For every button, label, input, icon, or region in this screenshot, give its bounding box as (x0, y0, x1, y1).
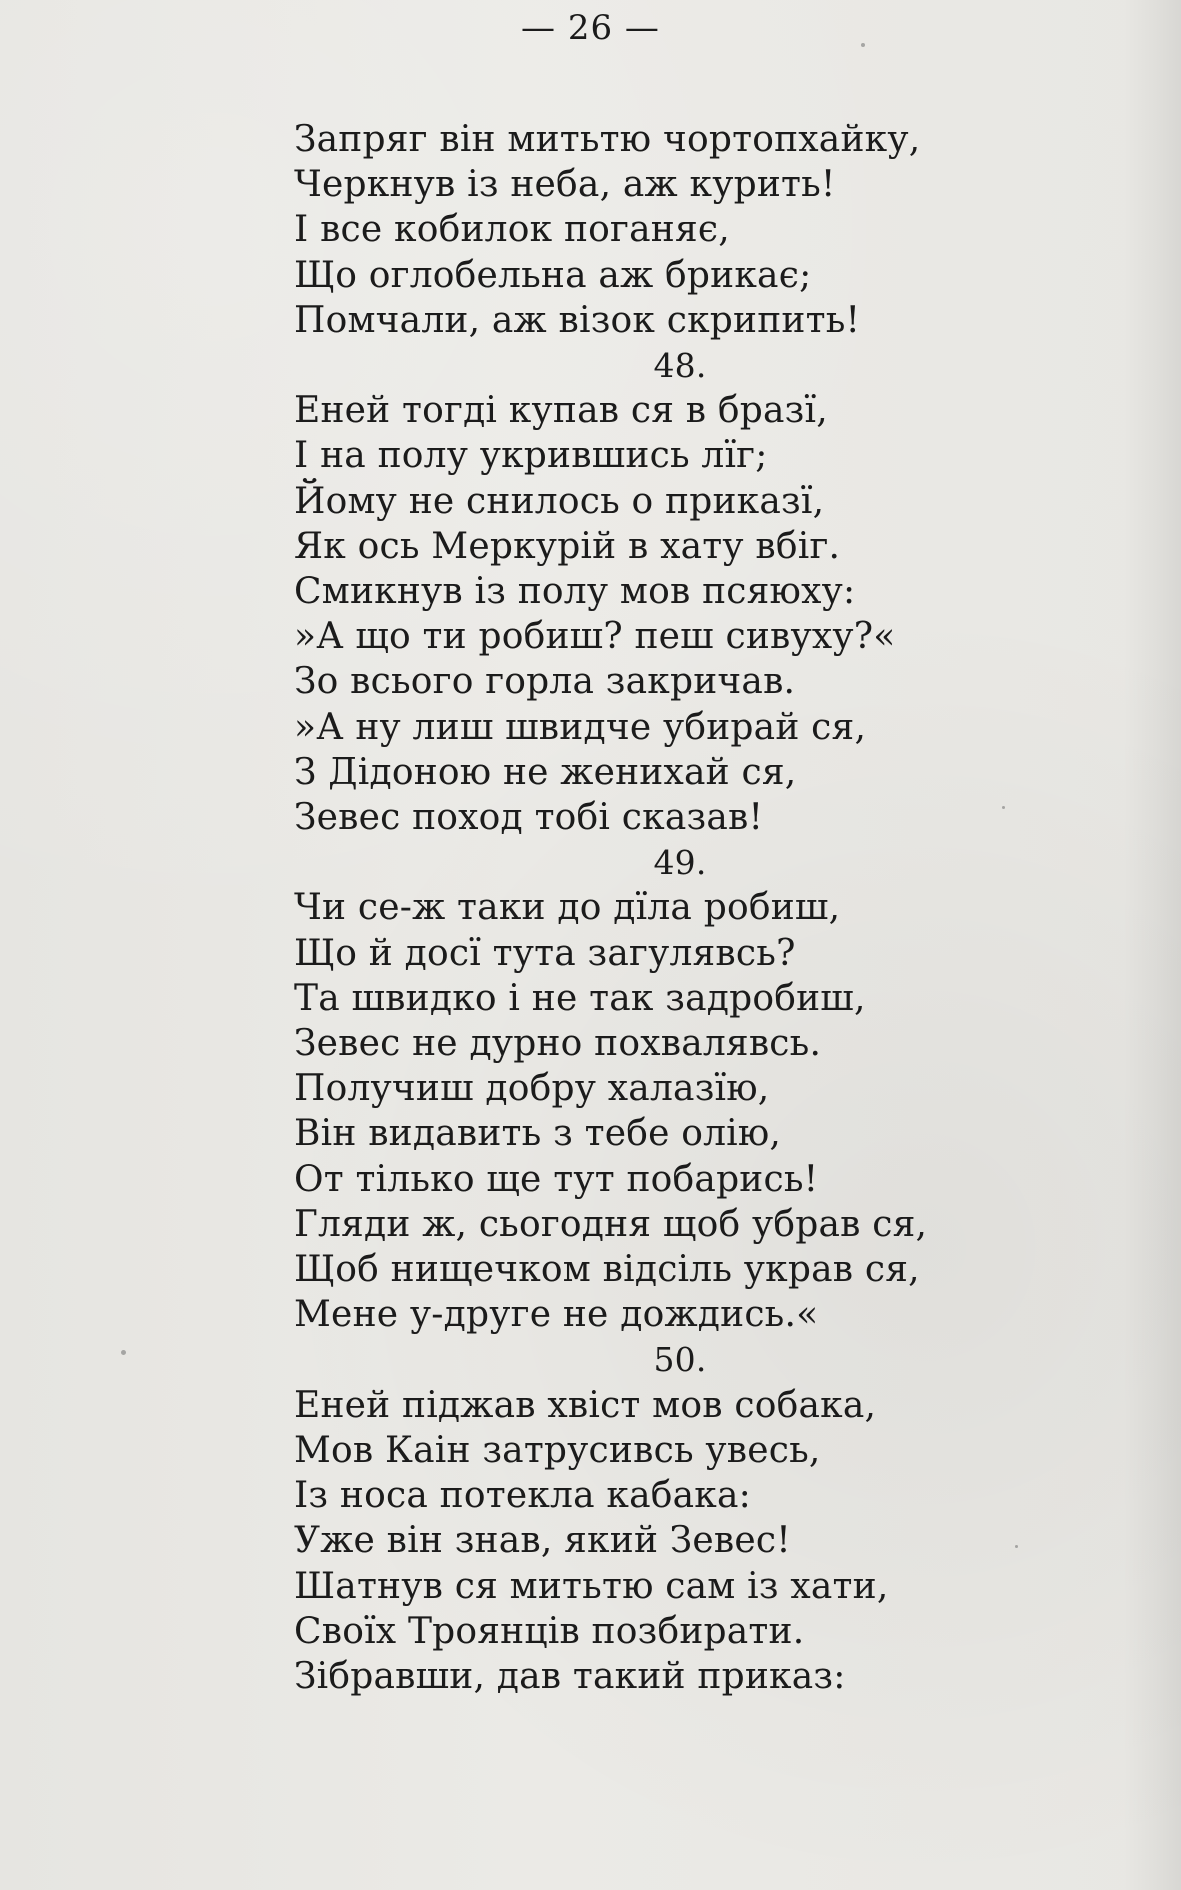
poem-line: Уже він знав, який Зевес! (294, 1520, 791, 1562)
poem-line: Йому не снилось о приказї, (294, 480, 825, 522)
poem-line: Помчали, аж візок скрипить! (294, 299, 861, 341)
poem-line: Еней піджав хвіст мов собака, (294, 1384, 877, 1426)
poem-line: Що й досї тута загулявсь? (294, 932, 796, 974)
poem-line: Мене у-друге не дождись.« (294, 1294, 819, 1336)
poem-line: Що оглобельна аж брикає; (294, 254, 812, 296)
poem-line: Мов Каін затрусивсь увесь, (294, 1429, 821, 1471)
poem-line: Гляди ж, сьогодня щоб убрав ся, (294, 1203, 928, 1245)
poem-line: От тілько ще тут побарись! (294, 1158, 819, 1200)
poem-line: Своїх Троянців позбирати. (294, 1610, 805, 1652)
poem-line: Він видавить з тебе олію, (294, 1113, 782, 1155)
poem-line: Зевес не дурно похвалявсь. (294, 1023, 822, 1065)
poem-line: І все кобилок поганяє, (294, 209, 730, 251)
poem-line: Зо всього горла закричав. (294, 661, 796, 703)
poem-line: Черкнув із неба, аж курить! (294, 164, 836, 206)
stanza-number: 49. (653, 843, 707, 883)
poem-line: Смикнув із полу мов псяюху: (294, 571, 856, 613)
poem-line: Та швидко і не так задробиш, (294, 977, 866, 1019)
poem-line: І на полу укрившись лїг; (294, 435, 768, 477)
poem-text (294, 117, 1024, 1699)
poem-line: Зевес поход тобі сказав! (294, 797, 764, 839)
poem-line: Еней тогді купав ся в бразї, (294, 390, 828, 432)
poem-line: Шатнув ся митьтю сам із хати, (294, 1565, 889, 1607)
stanza-number: 50. (653, 1340, 707, 1380)
paper-speck (121, 1350, 126, 1355)
stanza-number: 48. (653, 346, 707, 386)
poem-line: Запряг він митьтю чортопхайку, (294, 119, 921, 160)
poem-line: »А ну лиш швидче убирай ся, (294, 706, 867, 748)
page-number: — 26 — (521, 8, 660, 48)
poem-line: Як ось Меркурій в хату вбіг. (294, 525, 841, 567)
poem-line: Получиш добру халазїю, (294, 1068, 770, 1110)
poem-line: Із носа потекла кабака: (294, 1475, 751, 1517)
poem-line: Зібравши, дав такий приказ: (294, 1655, 846, 1697)
poem-line: »А що ти робиш? пеш сивуху?« (294, 616, 896, 658)
poem-line: З Дідоною не женихай ся, (294, 751, 797, 793)
poem-line: Чи се-ж таки до дїла робиш, (294, 887, 841, 929)
page-edge-shadow (1123, 0, 1181, 1890)
poem-line: Щоб нищечком відсіль украв ся, (294, 1249, 920, 1291)
